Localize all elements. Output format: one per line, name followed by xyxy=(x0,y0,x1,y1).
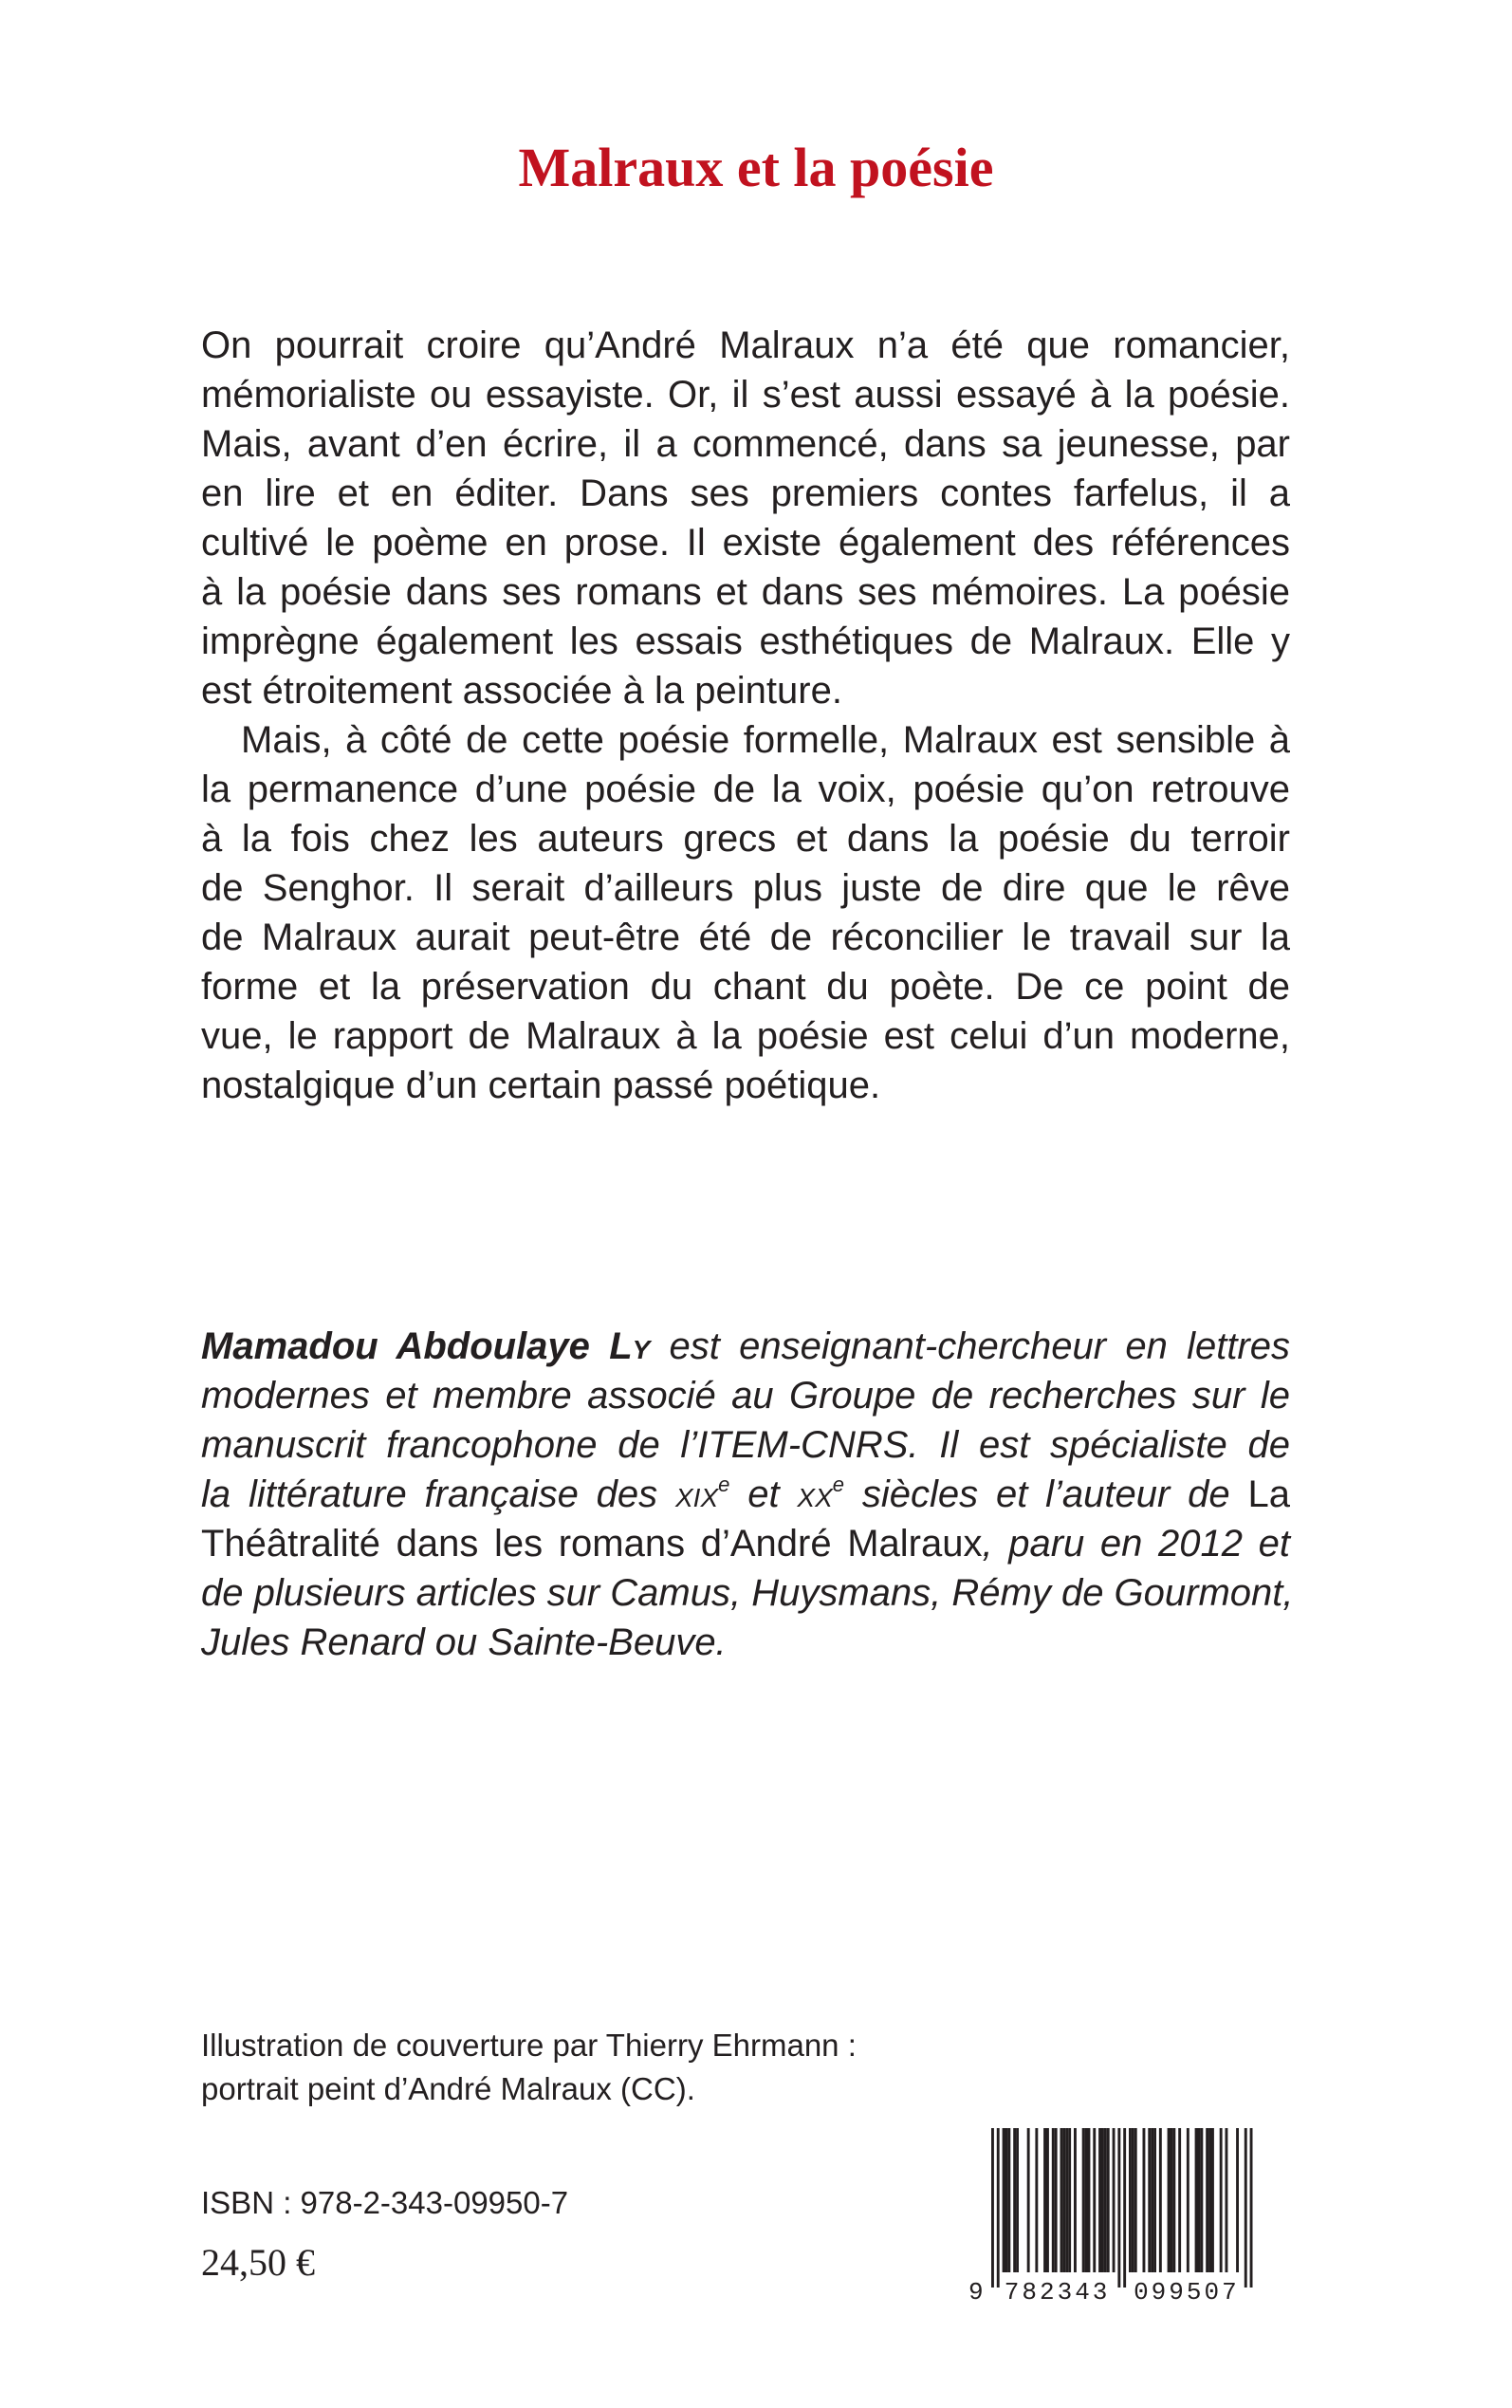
book-reference-start: La xyxy=(1247,1473,1290,1515)
barcode-bar xyxy=(1113,2128,1116,2272)
barcode-bar xyxy=(1226,2128,1228,2272)
bio-line: la littérature française des xix$^e$ et $xx^e$ siècles et l’auteur de La xyxy=(201,1473,1290,1515)
barcode-bar xyxy=(1168,2128,1171,2272)
text-line: mémorialiste ou essayiste. Or, il s’est aussi essayé à la poésie. xyxy=(201,374,1290,416)
barcode-bar xyxy=(1068,2128,1071,2272)
barcode-bar xyxy=(1198,2128,1201,2272)
barcode-bar xyxy=(1062,2128,1065,2272)
text-line: On pourrait croire qu’André Malraux n’a été que romancier, xyxy=(201,324,1290,366)
bio-line: modernes et membre associé au Groupe de recherches sur le xyxy=(201,1375,1290,1417)
barcode-bar xyxy=(1220,2128,1223,2272)
text-line: vue, le rapport de Malraux à la poésie est celui d’un moderne, xyxy=(201,1015,1290,1057)
barcode-bar xyxy=(1117,2128,1120,2288)
barcode-bar xyxy=(1178,2128,1181,2272)
barcode-bar xyxy=(1236,2128,1239,2272)
bio-line: de plusieurs articles sur Camus, Huysmans, Rémy de Gourmont, xyxy=(201,1572,1294,1614)
barcode-bar xyxy=(1043,2128,1046,2272)
century-superscript: e xyxy=(718,1473,730,1496)
barcode-bar xyxy=(1151,2128,1153,2272)
barcode-bar xyxy=(1052,2128,1055,2272)
barcode-bar xyxy=(991,2128,994,2288)
barcode-bar xyxy=(1013,2128,1016,2272)
barcode-bar xyxy=(1016,2128,1019,2272)
century-xx: xx xyxy=(797,1473,833,1515)
barcode-bar xyxy=(1107,2128,1110,2272)
century-xix: xix xyxy=(675,1473,719,1515)
barcode-bar xyxy=(1101,2128,1104,2272)
barcode-right-digits: 099507 xyxy=(1134,2278,1240,2306)
barcode-bar xyxy=(1085,2128,1088,2272)
text-line: cultivé le poème en prose. Il existe également des références xyxy=(201,522,1290,564)
barcode-bar xyxy=(1187,2128,1189,2272)
barcode-bar xyxy=(1035,2128,1038,2272)
barcode-first-digit: 9 xyxy=(968,2278,984,2306)
price: 24,50 € xyxy=(201,2241,315,2284)
barcode-bar xyxy=(1195,2128,1198,2272)
text-line: forme et la préservation du chant du poète. De ce point de xyxy=(201,966,1290,1008)
summary-paragraph-2 xyxy=(201,715,1290,1110)
barcode-bar xyxy=(1148,2128,1151,2272)
century-superscript: e xyxy=(832,1473,845,1496)
barcode-bar xyxy=(1211,2128,1214,2272)
barcode-bar xyxy=(1104,2128,1107,2272)
text-line: Mais, à côté de cette poésie formelle, Malraux est sensible à xyxy=(241,719,1290,761)
barcode-bar xyxy=(1088,2128,1091,2272)
text-line: de Malraux aurait peut-être été de réconcilier le travail sur la xyxy=(201,917,1290,958)
barcode-bar xyxy=(1007,2128,1010,2272)
barcode-bar xyxy=(1250,2128,1253,2288)
barcode-bar xyxy=(1027,2128,1030,2272)
book-title: Malraux et la poésie xyxy=(518,137,994,198)
barcode-bars xyxy=(991,2128,1253,2288)
text-line: Mais, avant d’en écrire, il a commencé, dans sa jeunesse, par xyxy=(201,423,1290,465)
credit-line: Illustration de couverture par Thierry Ehrmann : xyxy=(201,2028,857,2063)
barcode-bar xyxy=(1046,2128,1049,2272)
text-line: de Senghor. Il serait d’ailleurs plus juste de dire que le rêve xyxy=(201,867,1290,909)
credit-line: portrait peint d’André Malraux (CC). xyxy=(201,2071,695,2106)
barcode-bar xyxy=(1171,2128,1173,2272)
author-name: Mamadou Abdoulaye Ly xyxy=(201,1325,651,1367)
text-line: nostalgique d’un certain passé poétique. xyxy=(201,1065,881,1106)
barcode-bar xyxy=(997,2128,1000,2288)
barcode-bar xyxy=(1134,2128,1137,2272)
ean-barcode xyxy=(963,2121,1276,2306)
barcode-bar xyxy=(1200,2128,1203,2272)
book-reference: Théâtralité dans les romans d’André Malraux xyxy=(201,1523,983,1565)
summary-text xyxy=(201,321,1290,1110)
summary-paragraph-1 xyxy=(201,321,1290,715)
author-bio xyxy=(201,1322,1294,1667)
barcode-bar xyxy=(1055,2128,1058,2272)
text-line: est étroitement associée à la peinture. xyxy=(201,670,842,712)
barcode-bar xyxy=(1208,2128,1211,2272)
barcode-graphic xyxy=(963,2121,1276,2306)
barcode-bar xyxy=(1143,2128,1146,2272)
barcode-bar xyxy=(1098,2128,1101,2272)
text-line: la permanence d’une poésie de la voix, poésie qu’on retrouve xyxy=(201,769,1290,810)
bio-line: manuscrit francophone de l’ITEM-CNRS. Il est spécialiste de xyxy=(201,1424,1290,1466)
text-line: en lire et en éditer. Dans ses premiers contes farfelus, il a xyxy=(201,472,1290,514)
barcode-bar xyxy=(1060,2128,1063,2272)
barcode-bar xyxy=(1003,2128,1005,2272)
barcode-bar xyxy=(1129,2128,1132,2272)
barcode-bar xyxy=(1159,2128,1162,2272)
barcode-bar xyxy=(1074,2128,1077,2272)
text-line: à la poésie dans ses romans et dans ses mémoires. La poésie xyxy=(201,571,1290,613)
bio-line: Mamadou Abdoulaye Ly est enseignant-chercheur en lettres xyxy=(201,1325,1290,1367)
barcode-bar xyxy=(1005,2128,1008,2272)
bio-line: Jules Renard ou Sainte-Beuve. xyxy=(201,1621,727,1663)
barcode-left-digits: 782343 xyxy=(1004,2278,1111,2306)
cover-credits xyxy=(201,2024,857,2111)
barcode-bar xyxy=(1082,2128,1085,2272)
barcode-bar xyxy=(1245,2128,1247,2288)
barcode-bar xyxy=(1153,2128,1156,2272)
barcode-bar xyxy=(1093,2128,1096,2272)
text-line: à la fois chez les auteurs grecs et dans la poésie du terroir xyxy=(201,818,1290,860)
barcode-bar xyxy=(1123,2128,1126,2288)
isbn: ISBN : 978-2-343-09950-7 xyxy=(201,2185,569,2220)
barcode-bar xyxy=(1065,2128,1068,2272)
barcode-bar xyxy=(1206,2128,1208,2272)
barcode-bar xyxy=(1132,2128,1134,2272)
barcode-bar xyxy=(1172,2128,1175,2272)
text-line: imprègne également les essais esthétiques de Malraux. Elle y xyxy=(201,621,1290,662)
bio-line: Théâtralité dans les romans d’André Malraux, paru en 2012 et xyxy=(201,1523,1291,1565)
